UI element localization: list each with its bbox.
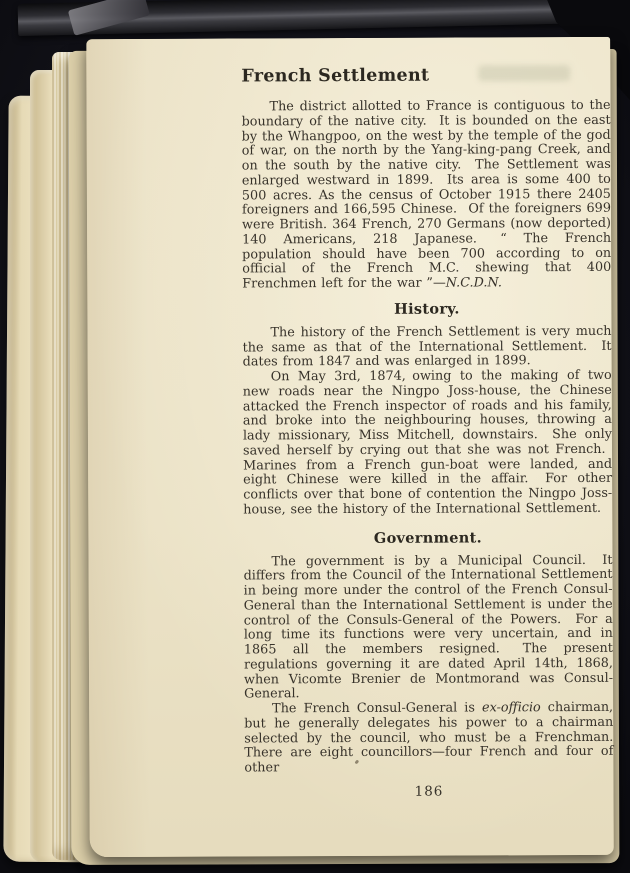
paragraph-history-1: The history of the French Settlement is very much the same as that of the International Settlement. It dates from 1847 and was enlarged in 1899. — [242, 323, 612, 370]
paragraph-government-2-post: chairman, but he generally delegates his power to a chairman selected by the council, who must be a Frenchman. There are eight councillors—four French and four of other — [244, 699, 614, 776]
page-title: French Settlement — [241, 65, 430, 87]
section-heading-government: Government. — [373, 528, 482, 547]
paragraph-government-1: The government is by a Municipal Council. It differs from the Council of the International Settlement in being more under the control of the French Consul-General than the International Settlement is under the control of the Consuls-General of the Powers. For a long time its functions were very uncertain, and in 1865 all the members resigned. The present regulations governing it are dated April 14th, 1868, when Vicomte Brenier de Montmorand was Consul-General. — [243, 552, 614, 702]
page-number: 186 — [414, 783, 444, 800]
section-heading-history: History. — [394, 300, 460, 318]
paragraph-government-2-italic: ex-officio — [481, 700, 541, 716]
book-cover-corner — [68, 0, 150, 36]
paragraph-government-2 — [244, 701, 613, 776]
paragraph-district-text: The district allotted to France is contiguous to the boundary of the native city. It is bounded on the east by the Whangpoo, on the west by the temple of the god of war, on the north by the Yang-king-pang Creek, and on the south by the native city. The Settlement was enlarged westward in 1899. Its area is some 400 to 500 acres. As the census of October 1915 there 2405 foreigners and 166,595 Chinese. Of the foreigners 699 were British. 364 French, 270 Germans (now deported) 140 Americans, 218 Japanese. “ The French population should have been 700 according to on official of the French M.C. shewing that 400 Frenchmen left for the war ”— — [241, 97, 612, 292]
page-text-block — [241, 65, 613, 800]
paragraph-history-2: On May 3rd, 1874, owing to the making of two new roads near the Ningpo Joss-house, the Chinese attacked the French inspector of roads and his family, and broke into the neighbouring houses, throwing a lady missionary, Miss Mitchell, downstairs. She only saved herself by crying out that she was not French. Marines from a French gun-boat were landed, and eight Chinese were killed in the affair. For other conflicts over that bone of contention the Ningpo Joss-house, see the history of the International Settlement. — [242, 367, 613, 518]
paragraph-government-2-pre: The French Consul-General is — [272, 700, 483, 717]
book-cover-board — [18, 0, 630, 36]
paragraph-district-citation: N.C.D.N. — [445, 275, 502, 291]
paragraph-district — [241, 99, 611, 292]
book-page — [86, 37, 614, 857]
